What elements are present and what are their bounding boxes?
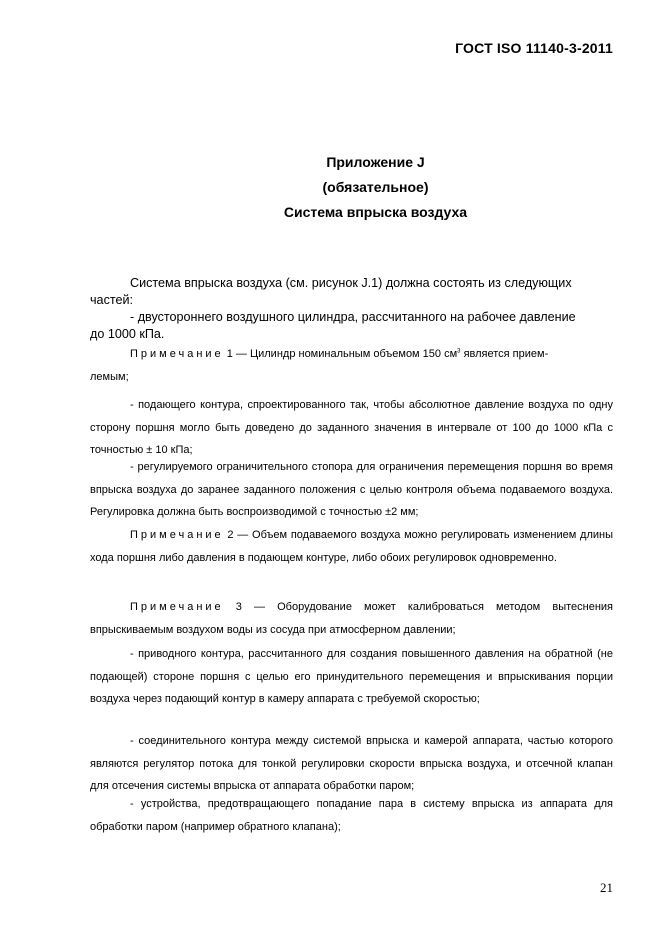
list-item-limit-stop: - регулируемого ограничительного стопора для ограничения перемещения поршня во время впрыска воздуха до заранее заданного положения с целью контроля объема подаваемого воздуха. Регулировка должна быть воспроизводимой с точностью ±2 мм; <box>90 461 613 518</box>
note-3-text: — Оборудование может калиброваться методом вытеснения впрыскиваемым воздухом воды из сосуда при атмосферном давлении; <box>90 601 613 636</box>
list-item-drive-circuit: - приводного контура, рассчитанного для создания повышенного давления на обратной (не подающей) стороне поршня с целью его принудительного перемещения и впрыскивания порции воздуха через подающий контур в камеру аппарата с требуемой скоростью; <box>90 648 613 705</box>
note-3-number: 3 <box>235 601 242 613</box>
list-item-connecting-circuit: - соединительного контура между системой впрыска и камерой аппарата, частью которого являются регулятор потока для тонкой регулировки скорости впрыска воздуха, и отсечной клапан для отсечения системы впрыска от аппарата обработки паром; <box>90 735 613 792</box>
note-1 <box>90 343 613 388</box>
page-number: 21 <box>600 880 613 895</box>
note-1-text: — Цилиндр номинальным объемом 150 см <box>235 348 458 360</box>
note-2 <box>90 524 613 569</box>
intro-line-4: до 1000 кПа. <box>90 327 165 341</box>
note-3 <box>90 596 613 641</box>
note-1-number: 1 <box>226 348 233 360</box>
intro-paragraph <box>90 275 613 343</box>
note-3-label: Примечание <box>130 601 224 613</box>
title-block <box>90 150 661 225</box>
note-1-text-continued: является прием- <box>463 348 549 360</box>
note-2-label: Примечание <box>130 529 224 541</box>
annex-status: (обязательное) <box>322 179 429 195</box>
intro-line-2: частей: <box>90 293 134 307</box>
page-header: ГОСТ ISO 11140-3-2011 <box>455 40 613 56</box>
intro-line-3: - двустороннего воздушного цилиндра, рассчитанного на рабочее давление <box>130 310 576 324</box>
list-item-steam-device: - устройства, предотвращающего попадание пара в систему впрыска из аппарата для обработки паром (например обратного клапана); <box>90 798 613 833</box>
annex-name: Система впрыска воздуха <box>283 204 468 220</box>
intro-line-1: Система впрыска воздуха (см. рисунок J.1) должна состоять из следующих <box>130 276 572 290</box>
note-1-label: Примечание <box>130 348 224 360</box>
annex-title: Приложение J <box>326 154 425 170</box>
note-2-number: 2 <box>227 529 234 541</box>
note-1-superscript: 3 <box>457 348 461 355</box>
note-1-line-2: лемым; <box>90 370 129 383</box>
note-2-text: — Объем подаваемого воздуха можно регулировать изменением длины хода поршня либо давления в подающем контуре, либо обоих регулировок одновременно. <box>90 529 614 564</box>
list-item-supply-circuit: - подающего контура, спроектированного так, чтобы абсолютное давление воздуха по одну сторону поршня могло быть доведено до заданного значения в интервале от 100 до 1000 кПа с точностью ± 10 кПа; <box>90 399 613 456</box>
